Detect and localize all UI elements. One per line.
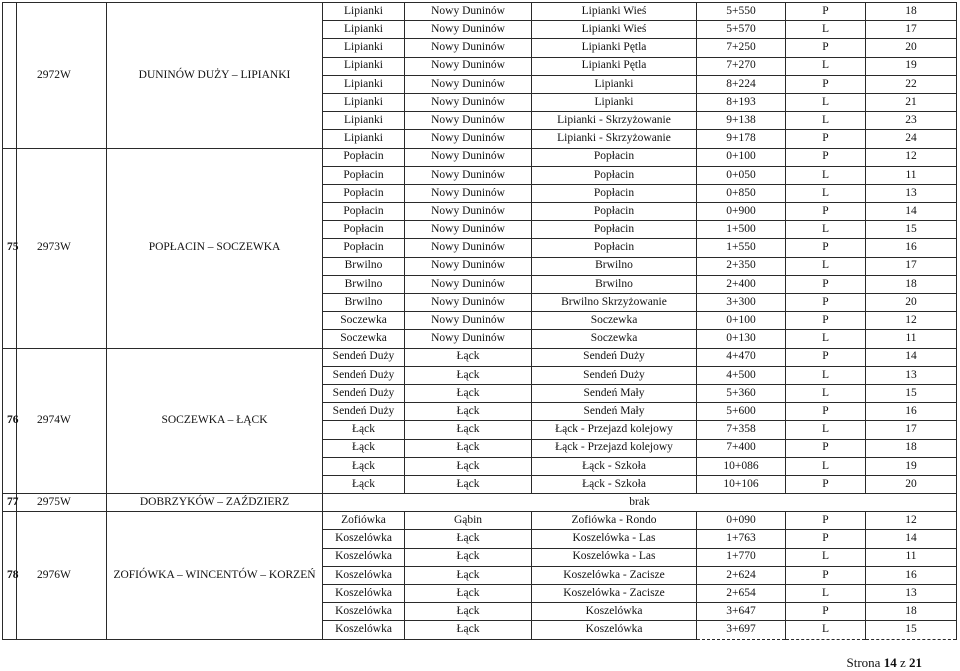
side-cell: P: [786, 512, 866, 530]
locality-cell: Popłacin: [323, 166, 405, 184]
group-number-cell: 75: [3, 148, 17, 348]
stop-number-cell: 13: [866, 366, 957, 384]
commune-cell: Nowy Duninów: [405, 112, 532, 130]
commune-cell: Nowy Duninów: [405, 203, 532, 221]
commune-cell: Nowy Duninów: [405, 184, 532, 202]
kilometer-cell: 9+138: [697, 112, 786, 130]
stop-number-cell: 13: [866, 585, 957, 603]
commune-cell: Łąck: [405, 475, 532, 493]
kilometer-cell: 3+697: [697, 621, 786, 639]
kilometer-cell: 3+647: [697, 603, 786, 621]
road-code-cell: 2973W: [17, 148, 107, 348]
stop-name-cell: Lipianki - Skrzyżowanie: [532, 130, 697, 148]
kilometer-cell: 0+130: [697, 330, 786, 348]
locality-cell: Łąck: [323, 475, 405, 493]
side-cell: P: [786, 294, 866, 312]
stop-name-cell: Popłacin: [532, 148, 697, 166]
locality-cell: Popłacin: [323, 221, 405, 239]
table-row: [3, 512, 957, 530]
road-code-cell: 2976W: [17, 512, 107, 639]
kilometer-cell: 1+550: [697, 239, 786, 257]
kilometer-cell: 0+090: [697, 512, 786, 530]
side-cell: P: [786, 312, 866, 330]
locality-cell: Popłacin: [323, 148, 405, 166]
kilometer-cell: 5+360: [697, 384, 786, 402]
stop-name-cell: Koszelówka - Zacisze: [532, 585, 697, 603]
stop-number-cell: 13: [866, 184, 957, 202]
side-cell: L: [786, 257, 866, 275]
side-cell: L: [786, 184, 866, 202]
locality-cell: Łąck: [323, 439, 405, 457]
footer-page-total: 21: [909, 655, 922, 670]
kilometer-cell: 1+500: [697, 221, 786, 239]
stop-name-cell: Brwilno Skrzyżowanie: [532, 294, 697, 312]
stop-number-cell: 23: [866, 112, 957, 130]
locality-cell: Lipianki: [323, 21, 405, 39]
kilometer-cell: 4+470: [697, 348, 786, 366]
side-cell: P: [786, 39, 866, 57]
stop-name-cell: Lipianki: [532, 75, 697, 93]
commune-cell: Łąck: [405, 548, 532, 566]
stop-name-cell: Sendeń Mały: [532, 384, 697, 402]
side-cell: L: [786, 166, 866, 184]
side-cell: P: [786, 3, 866, 21]
table-row: [3, 494, 957, 512]
commune-cell: Nowy Duninów: [405, 166, 532, 184]
side-cell: L: [786, 366, 866, 384]
bus-stops-table: [2, 2, 957, 640]
stop-name-cell: Lipianki Pętla: [532, 57, 697, 75]
commune-cell: Nowy Duninów: [405, 130, 532, 148]
stop-number-cell: 14: [866, 530, 957, 548]
table-row: [3, 348, 957, 366]
footer-page-number: 14: [883, 655, 897, 670]
stop-number-cell: 11: [866, 166, 957, 184]
side-cell: P: [786, 603, 866, 621]
locality-cell: Brwilno: [323, 275, 405, 293]
stop-number-cell: 18: [866, 3, 957, 21]
stop-name-cell: Łąck - Przejazd kolejowy: [532, 439, 697, 457]
stop-number-cell: 11: [866, 330, 957, 348]
commune-cell: Nowy Duninów: [405, 93, 532, 111]
stop-number-cell: 18: [866, 275, 957, 293]
kilometer-cell: 7+358: [697, 421, 786, 439]
commune-cell: Nowy Duninów: [405, 57, 532, 75]
side-cell: P: [786, 348, 866, 366]
side-cell: P: [786, 75, 866, 93]
side-cell: P: [786, 566, 866, 584]
stop-number-cell: 14: [866, 348, 957, 366]
locality-cell: Koszelówka: [323, 621, 405, 639]
commune-cell: Łąck: [405, 366, 532, 384]
road-code-cell: 2974W: [17, 348, 107, 494]
locality-cell: Koszelówka: [323, 566, 405, 584]
side-cell: P: [786, 530, 866, 548]
stop-number-cell: 19: [866, 457, 957, 475]
commune-cell: Łąck: [405, 585, 532, 603]
kilometer-cell: 2+624: [697, 566, 786, 584]
kilometer-cell: 2+350: [697, 257, 786, 275]
page-footer: [847, 655, 922, 671]
side-cell: L: [786, 457, 866, 475]
side-cell: P: [786, 148, 866, 166]
stop-number-cell: 11: [866, 548, 957, 566]
stop-name-cell: Lipianki Wieś: [532, 21, 697, 39]
commune-cell: Łąck: [405, 603, 532, 621]
commune-cell: Łąck: [405, 403, 532, 421]
locality-cell: Popłacin: [323, 239, 405, 257]
group-number-cell: 76: [3, 348, 17, 494]
stop-name-cell: Popłacin: [532, 184, 697, 202]
stop-name-cell: Sendeń Duży: [532, 366, 697, 384]
stop-number-cell: 18: [866, 439, 957, 457]
stop-name-cell: Koszelówka - Zacisze: [532, 566, 697, 584]
stop-number-cell: 14: [866, 203, 957, 221]
commune-cell: Gąbin: [405, 512, 532, 530]
locality-cell: Lipianki: [323, 39, 405, 57]
commune-cell: Nowy Duninów: [405, 39, 532, 57]
kilometer-cell: 10+106: [697, 475, 786, 493]
commune-cell: Łąck: [405, 457, 532, 475]
commune-cell: Łąck: [405, 439, 532, 457]
stop-number-cell: 15: [866, 621, 957, 639]
locality-cell: Soczewka: [323, 312, 405, 330]
table-body: [3, 3, 957, 640]
side-cell: L: [786, 384, 866, 402]
side-cell: L: [786, 585, 866, 603]
kilometer-cell: 0+050: [697, 166, 786, 184]
locality-cell: Lipianki: [323, 3, 405, 21]
road-code-cell: 2972W: [17, 3, 107, 149]
side-cell: P: [786, 130, 866, 148]
stop-name-cell: Zofiówka - Rondo: [532, 512, 697, 530]
kilometer-cell: 9+178: [697, 130, 786, 148]
stop-number-cell: 16: [866, 566, 957, 584]
kilometer-cell: 1+770: [697, 548, 786, 566]
kilometer-cell: 7+270: [697, 57, 786, 75]
locality-cell: Brwilno: [323, 257, 405, 275]
kilometer-cell: 7+400: [697, 439, 786, 457]
road-code-cell: 2975W: [17, 494, 107, 512]
stop-number-cell: 17: [866, 421, 957, 439]
locality-cell: Popłacin: [323, 203, 405, 221]
side-cell: L: [786, 112, 866, 130]
kilometer-cell: 0+850: [697, 184, 786, 202]
locality-cell: Sendeń Duży: [323, 403, 405, 421]
side-cell: P: [786, 475, 866, 493]
stop-number-cell: 15: [866, 384, 957, 402]
commune-cell: Nowy Duninów: [405, 21, 532, 39]
commune-cell: Nowy Duninów: [405, 239, 532, 257]
table-row: [3, 3, 957, 21]
kilometer-cell: 5+570: [697, 21, 786, 39]
stop-name-cell: Brwilno: [532, 275, 697, 293]
kilometer-cell: 1+763: [697, 530, 786, 548]
side-cell: P: [786, 439, 866, 457]
commune-cell: Nowy Duninów: [405, 275, 532, 293]
stop-name-cell: Soczewka: [532, 330, 697, 348]
stop-number-cell: 19: [866, 57, 957, 75]
stop-number-cell: 16: [866, 239, 957, 257]
kilometer-cell: 8+193: [697, 93, 786, 111]
kilometer-cell: 0+100: [697, 312, 786, 330]
commune-cell: Łąck: [405, 530, 532, 548]
group-number-cell: [3, 3, 17, 149]
side-cell: L: [786, 21, 866, 39]
side-cell: P: [786, 403, 866, 421]
commune-cell: Łąck: [405, 384, 532, 402]
road-name-cell: DUNINÓW DUŻY – LIPIANKI: [107, 3, 323, 149]
commune-cell: Nowy Duninów: [405, 257, 532, 275]
road-name-cell: ZOFIÓWKA – WINCENTÓW – KORZEŃ: [107, 512, 323, 639]
stop-number-cell: 21: [866, 93, 957, 111]
kilometer-cell: 7+250: [697, 39, 786, 57]
stop-number-cell: 12: [866, 512, 957, 530]
side-cell: L: [786, 330, 866, 348]
commune-cell: Nowy Duninów: [405, 330, 532, 348]
commune-cell: Nowy Duninów: [405, 148, 532, 166]
road-name-cell: SOCZEWKA – ŁĄCK: [107, 348, 323, 494]
stop-name-cell: Lipianki Wieś: [532, 3, 697, 21]
locality-cell: Soczewka: [323, 330, 405, 348]
locality-cell: Lipianki: [323, 130, 405, 148]
locality-cell: Zofiówka: [323, 512, 405, 530]
group-number-cell: 78: [3, 512, 17, 639]
stop-name-cell: Popłacin: [532, 166, 697, 184]
locality-cell: Łąck: [323, 421, 405, 439]
stop-name-cell: Popłacin: [532, 221, 697, 239]
stop-name-cell: Popłacin: [532, 203, 697, 221]
stop-name-cell: Koszelówka - Las: [532, 530, 697, 548]
road-name-cell: POPŁACIN – SOCZEWKA: [107, 148, 323, 348]
side-cell: P: [786, 275, 866, 293]
commune-cell: Łąck: [405, 348, 532, 366]
kilometer-cell: 2+400: [697, 275, 786, 293]
stop-number-cell: 22: [866, 75, 957, 93]
kilometer-cell: 0+900: [697, 203, 786, 221]
locality-cell: Sendeń Duży: [323, 384, 405, 402]
kilometer-cell: 4+500: [697, 366, 786, 384]
commune-cell: Nowy Duninów: [405, 75, 532, 93]
stop-number-cell: 20: [866, 294, 957, 312]
stop-name-cell: Łąck - Szkoła: [532, 475, 697, 493]
stop-number-cell: 16: [866, 403, 957, 421]
kilometer-cell: 0+100: [697, 148, 786, 166]
group-number-cell: 77: [3, 494, 17, 512]
stop-name-cell: Koszelówka - Las: [532, 548, 697, 566]
stop-number-cell: 17: [866, 21, 957, 39]
locality-cell: Lipianki: [323, 112, 405, 130]
stop-number-cell: 12: [866, 148, 957, 166]
side-cell: L: [786, 93, 866, 111]
locality-cell: Koszelówka: [323, 585, 405, 603]
stop-name-cell: Popłacin: [532, 239, 697, 257]
kilometer-cell: 5+600: [697, 403, 786, 421]
commune-cell: Nowy Duninów: [405, 221, 532, 239]
locality-cell: Lipianki: [323, 75, 405, 93]
no-stops-note: brak: [323, 494, 957, 512]
stop-name-cell: Lipianki Pętla: [532, 39, 697, 57]
locality-cell: Sendeń Duży: [323, 366, 405, 384]
side-cell: L: [786, 621, 866, 639]
commune-cell: Łąck: [405, 421, 532, 439]
kilometer-cell: 2+654: [697, 585, 786, 603]
kilometer-cell: 8+224: [697, 75, 786, 93]
side-cell: L: [786, 421, 866, 439]
stop-name-cell: Koszelówka: [532, 603, 697, 621]
side-cell: L: [786, 548, 866, 566]
footer-separator: z: [899, 655, 906, 670]
stop-name-cell: Koszelówka: [532, 621, 697, 639]
stop-number-cell: 15: [866, 221, 957, 239]
locality-cell: Koszelówka: [323, 548, 405, 566]
road-name-cell: DOBRZYKÓW – ZAŹDZIERZ: [107, 494, 323, 512]
stop-name-cell: Lipianki - Skrzyżowanie: [532, 112, 697, 130]
locality-cell: Lipianki: [323, 93, 405, 111]
side-cell: L: [786, 221, 866, 239]
side-cell: L: [786, 57, 866, 75]
locality-cell: Koszelówka: [323, 530, 405, 548]
stop-number-cell: 24: [866, 130, 957, 148]
locality-cell: Łąck: [323, 457, 405, 475]
kilometer-cell: 3+300: [697, 294, 786, 312]
commune-cell: Nowy Duninów: [405, 294, 532, 312]
stop-name-cell: Łąck - Przejazd kolejowy: [532, 421, 697, 439]
side-cell: P: [786, 203, 866, 221]
stop-name-cell: Lipianki: [532, 93, 697, 111]
commune-cell: Nowy Duninów: [405, 312, 532, 330]
commune-cell: Łąck: [405, 566, 532, 584]
stop-number-cell: 17: [866, 257, 957, 275]
kilometer-cell: 5+550: [697, 3, 786, 21]
stop-number-cell: 18: [866, 603, 957, 621]
stop-number-cell: 12: [866, 312, 957, 330]
commune-cell: Nowy Duninów: [405, 3, 532, 21]
stop-number-cell: 20: [866, 39, 957, 57]
stop-name-cell: Brwilno: [532, 257, 697, 275]
stop-name-cell: Sendeń Mały: [532, 403, 697, 421]
stop-name-cell: Sendeń Duży: [532, 348, 697, 366]
locality-cell: Brwilno: [323, 294, 405, 312]
side-cell: P: [786, 239, 866, 257]
locality-cell: Popłacin: [323, 184, 405, 202]
stop-name-cell: Łąck - Szkoła: [532, 457, 697, 475]
footer-prefix: Strona: [846, 655, 881, 670]
table-row: [3, 148, 957, 166]
stop-name-cell: Soczewka: [532, 312, 697, 330]
stop-number-cell: 20: [866, 475, 957, 493]
kilometer-cell: 10+086: [697, 457, 786, 475]
locality-cell: Lipianki: [323, 57, 405, 75]
locality-cell: Koszelówka: [323, 603, 405, 621]
commune-cell: Łąck: [405, 621, 532, 639]
locality-cell: Sendeń Duży: [323, 348, 405, 366]
